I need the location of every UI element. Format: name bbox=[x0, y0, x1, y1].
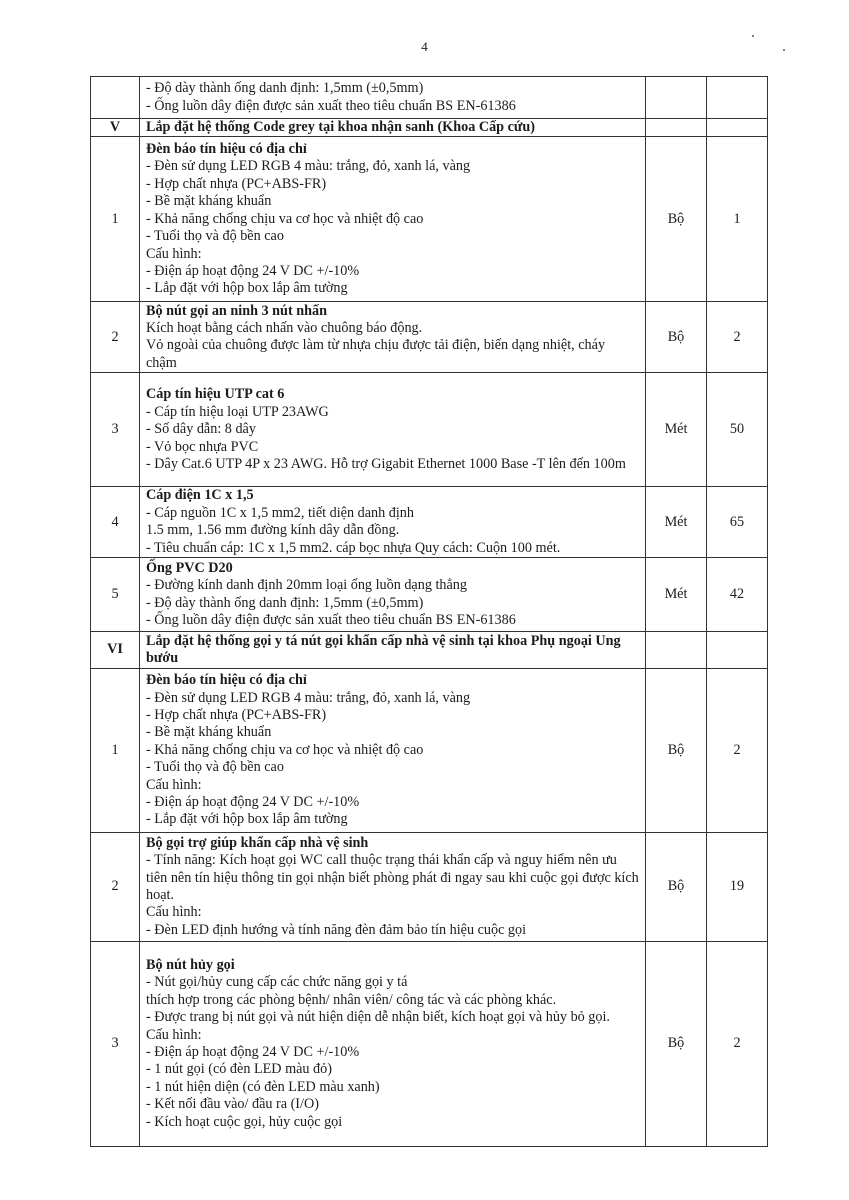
unit-cell: Bộ bbox=[646, 833, 707, 942]
unit-cell: Bộ bbox=[646, 669, 707, 833]
item-description bbox=[140, 942, 646, 1147]
item-description bbox=[140, 373, 646, 487]
spec-line: - Đèn sử dụng LED RGB 4 màu: trắng, đỏ, xanh lá, vàng bbox=[146, 689, 471, 706]
item-description bbox=[140, 558, 646, 632]
section-row bbox=[91, 632, 768, 669]
spec-line: - Điện áp hoạt động 24 V DC +/-10% bbox=[146, 794, 360, 811]
item-row bbox=[91, 302, 768, 373]
spec-line: Cấu hình: bbox=[146, 245, 202, 262]
item-number: 3 bbox=[91, 373, 140, 487]
item-number: 2 bbox=[91, 302, 140, 373]
item-title: Bộ gọi trợ giúp khẩn cấp nhà vệ sinh bbox=[146, 834, 369, 851]
quantity-cell: 2 bbox=[707, 669, 768, 833]
item-title: Bộ nút hủy gọi bbox=[146, 957, 235, 973]
unit-cell: Bộ bbox=[646, 942, 707, 1147]
spec-line: - Điện áp hoạt động 24 V DC +/-10% bbox=[146, 1044, 360, 1061]
section-number: V bbox=[91, 119, 140, 137]
spec-line: - Tính năng: Kích hoạt gọi WC call thuộc trạng thái khẩn cấp và nguy hiểm nên ưu tiên nên tín hiệu thông tin gọi nhận biết phòng phát đi ngay sau khi cuộc gọi được kích hoạt. bbox=[146, 852, 639, 904]
item-number bbox=[91, 77, 140, 119]
item-title: Bộ nút gọi an ninh 3 nút nhấn bbox=[146, 302, 327, 319]
spec-line: - Bề mặt kháng khuẩn bbox=[146, 724, 272, 741]
unit-cell: Bộ bbox=[646, 137, 707, 302]
section-title: Lắp đặt hệ thống gọi y tá nút gọi khẩn cấp nhà vệ sinh tại khoa Phụ ngoại Ung bướu bbox=[146, 632, 621, 667]
spec-line: - Tuổi thọ và độ bền cao bbox=[146, 228, 284, 245]
quantity-cell: 2 bbox=[707, 302, 768, 373]
quantity-cell bbox=[707, 77, 768, 119]
spec-line: Vỏ ngoài của chuông được làm từ nhựa chịu được tải điện, biến dạng nhiệt, cháy chậm bbox=[146, 337, 606, 371]
quantity-cell bbox=[707, 632, 768, 669]
spec-line: - Đường kính danh định 20mm loại ống luồn dạng thẳng bbox=[146, 577, 467, 594]
section-number: VI bbox=[91, 632, 140, 669]
spec-line: - Được trang bị nút gọi và nút hiện diện dễ nhận biết, kích hoạt gọi và hủy bỏ gọi. bbox=[146, 1009, 610, 1026]
spec-line: - Hợp chất nhựa (PC+ABS-FR) bbox=[146, 707, 327, 724]
section-title: Lắp đặt hệ thống Code grey tại khoa nhận sanh (Khoa Cấp cứu) bbox=[146, 119, 536, 135]
quantity-cell: 19 bbox=[707, 833, 768, 942]
item-description bbox=[140, 137, 646, 302]
page-number: 4 bbox=[421, 39, 428, 54]
spec-line: Cấu hình: bbox=[146, 1026, 202, 1043]
item-row bbox=[91, 669, 768, 833]
scan-speck bbox=[783, 49, 785, 51]
item-title: Đèn báo tín hiệu có địa chỉ bbox=[146, 672, 307, 689]
spec-line: - Tiêu chuẩn cáp: 1C x 1,5 mm2. cáp bọc nhựa Quy cách: Cuộn 100 mét. bbox=[146, 539, 561, 556]
spec-line: - Kích hoạt cuộc gọi, hủy cuộc gọi bbox=[146, 1113, 343, 1130]
item-row bbox=[91, 487, 768, 558]
spec-line: - Cáp nguồn 1C x 1,5 mm2, tiết diện danh định bbox=[146, 504, 414, 521]
unit-cell bbox=[646, 632, 707, 669]
quantity-cell bbox=[707, 119, 768, 137]
item-number: 3 bbox=[91, 942, 140, 1147]
item-number: 1 bbox=[91, 137, 140, 302]
spec-line: Cấu hình: bbox=[146, 904, 202, 921]
item-title: Đèn báo tín hiệu có địa chỉ bbox=[146, 141, 307, 158]
item-title: Cáp điện 1C x 1,5 bbox=[146, 487, 254, 504]
unit-cell bbox=[646, 77, 707, 119]
item-description bbox=[140, 669, 646, 833]
spec-line: - Vỏ bọc nhựa PVC bbox=[146, 438, 259, 455]
spec-line: Cấu hình: bbox=[146, 776, 202, 793]
item-number: 4 bbox=[91, 487, 140, 558]
unit-cell: Mét bbox=[646, 373, 707, 487]
quantity-cell: 2 bbox=[707, 942, 768, 1147]
spec-line: - Kết nối đầu vào/ đầu ra (I/O) bbox=[146, 1096, 319, 1113]
spec-line: - 1 nút gọi (có đèn LED màu đỏ) bbox=[146, 1061, 332, 1078]
item-row bbox=[91, 942, 768, 1147]
spec-line: thích hợp trong các phòng bệnh/ nhân viên/ công tác và các phòng khác. bbox=[146, 991, 557, 1008]
item-title: Cáp tín hiệu UTP cat 6 bbox=[146, 386, 285, 403]
spec-line: - Độ dày thành ống danh định: 1,5mm (±0,5mm) bbox=[146, 594, 424, 611]
spec-line: - Cáp tín hiệu loại UTP 23AWG bbox=[146, 403, 329, 420]
spec-line: - Bề mặt kháng khuẩn bbox=[146, 193, 272, 210]
unit-cell: Mét bbox=[646, 558, 707, 632]
section-row bbox=[91, 119, 768, 137]
item-row bbox=[91, 833, 768, 942]
quantity-cell: 42 bbox=[707, 558, 768, 632]
quantity-cell: 1 bbox=[707, 137, 768, 302]
item-description bbox=[140, 302, 646, 373]
item-number: 1 bbox=[91, 669, 140, 833]
unit-cell: Mét bbox=[646, 487, 707, 558]
spec-line: - 1 nút hiện diện (có đèn LED màu xanh) bbox=[146, 1078, 380, 1095]
spec-line: - Lắp đặt với hộp box lắp âm tường bbox=[146, 280, 348, 297]
spec-line: - Ống luồn dây điện được sản xuất theo tiêu chuẩn BS EN-61386 bbox=[146, 97, 516, 114]
section-title-cell bbox=[140, 119, 646, 137]
spec-line: 1.5 mm, 1.56 mm đường kính dây dẫn đồng. bbox=[146, 522, 400, 539]
spec-line: - Khả năng chống chịu va cơ học và nhiệt độ cao bbox=[146, 741, 424, 758]
item-description bbox=[140, 833, 646, 942]
spec-line: - Nút gọi/hủy cung cấp các chức năng gọi y tá bbox=[146, 974, 408, 991]
item-row bbox=[91, 373, 768, 487]
unit-cell: Bộ bbox=[646, 302, 707, 373]
spec-table-body bbox=[91, 77, 768, 1147]
item-description bbox=[140, 487, 646, 558]
item-number: 5 bbox=[91, 558, 140, 632]
spec-line: - Dây Cat.6 UTP 4P x 23 AWG. Hỗ trợ Gigabit Ethernet 1000 Base -T lên đến 100m bbox=[146, 456, 626, 473]
quantity-cell: 65 bbox=[707, 487, 768, 558]
section-title-cell bbox=[140, 632, 646, 669]
item-number: 2 bbox=[91, 833, 140, 942]
spec-line: - Đèn LED định hướng và tính năng đèn đảm bảo tín hiệu cuộc gọi bbox=[146, 921, 527, 938]
quantity-cell: 50 bbox=[707, 373, 768, 487]
item-title: Ống PVC D20 bbox=[146, 559, 233, 576]
spec-line: - Tuổi thọ và độ bền cao bbox=[146, 759, 284, 776]
item-description bbox=[140, 77, 646, 119]
item-row bbox=[91, 558, 768, 632]
spec-line: - Điện áp hoạt động 24 V DC +/-10% bbox=[146, 262, 360, 279]
spec-line: - Ống luồn dây điện được sản xuất theo tiêu chuẩn BS EN-61386 bbox=[146, 611, 516, 628]
spec-line: - Số dây dẫn: 8 dây bbox=[146, 421, 256, 438]
spec-line: - Độ dày thành ống danh định: 1,5mm (±0,5mm) bbox=[146, 80, 424, 97]
spec-line: - Lắp đặt với hộp box lắp âm tường bbox=[146, 811, 348, 828]
spec-line: - Đèn sử dụng LED RGB 4 màu: trắng, đỏ, xanh lá, vàng bbox=[146, 158, 471, 175]
spec-line: Kích hoạt bằng cách nhấn vào chuông báo động. bbox=[146, 320, 423, 336]
unit-cell bbox=[646, 119, 707, 137]
item-row bbox=[91, 137, 768, 302]
equipment-spec-table bbox=[90, 76, 768, 1147]
scan-speck bbox=[752, 35, 754, 37]
spec-line: - Khả năng chống chịu va cơ học và nhiệt độ cao bbox=[146, 210, 424, 227]
spec-line: - Hợp chất nhựa (PC+ABS-FR) bbox=[146, 175, 327, 192]
item-row bbox=[91, 77, 768, 119]
